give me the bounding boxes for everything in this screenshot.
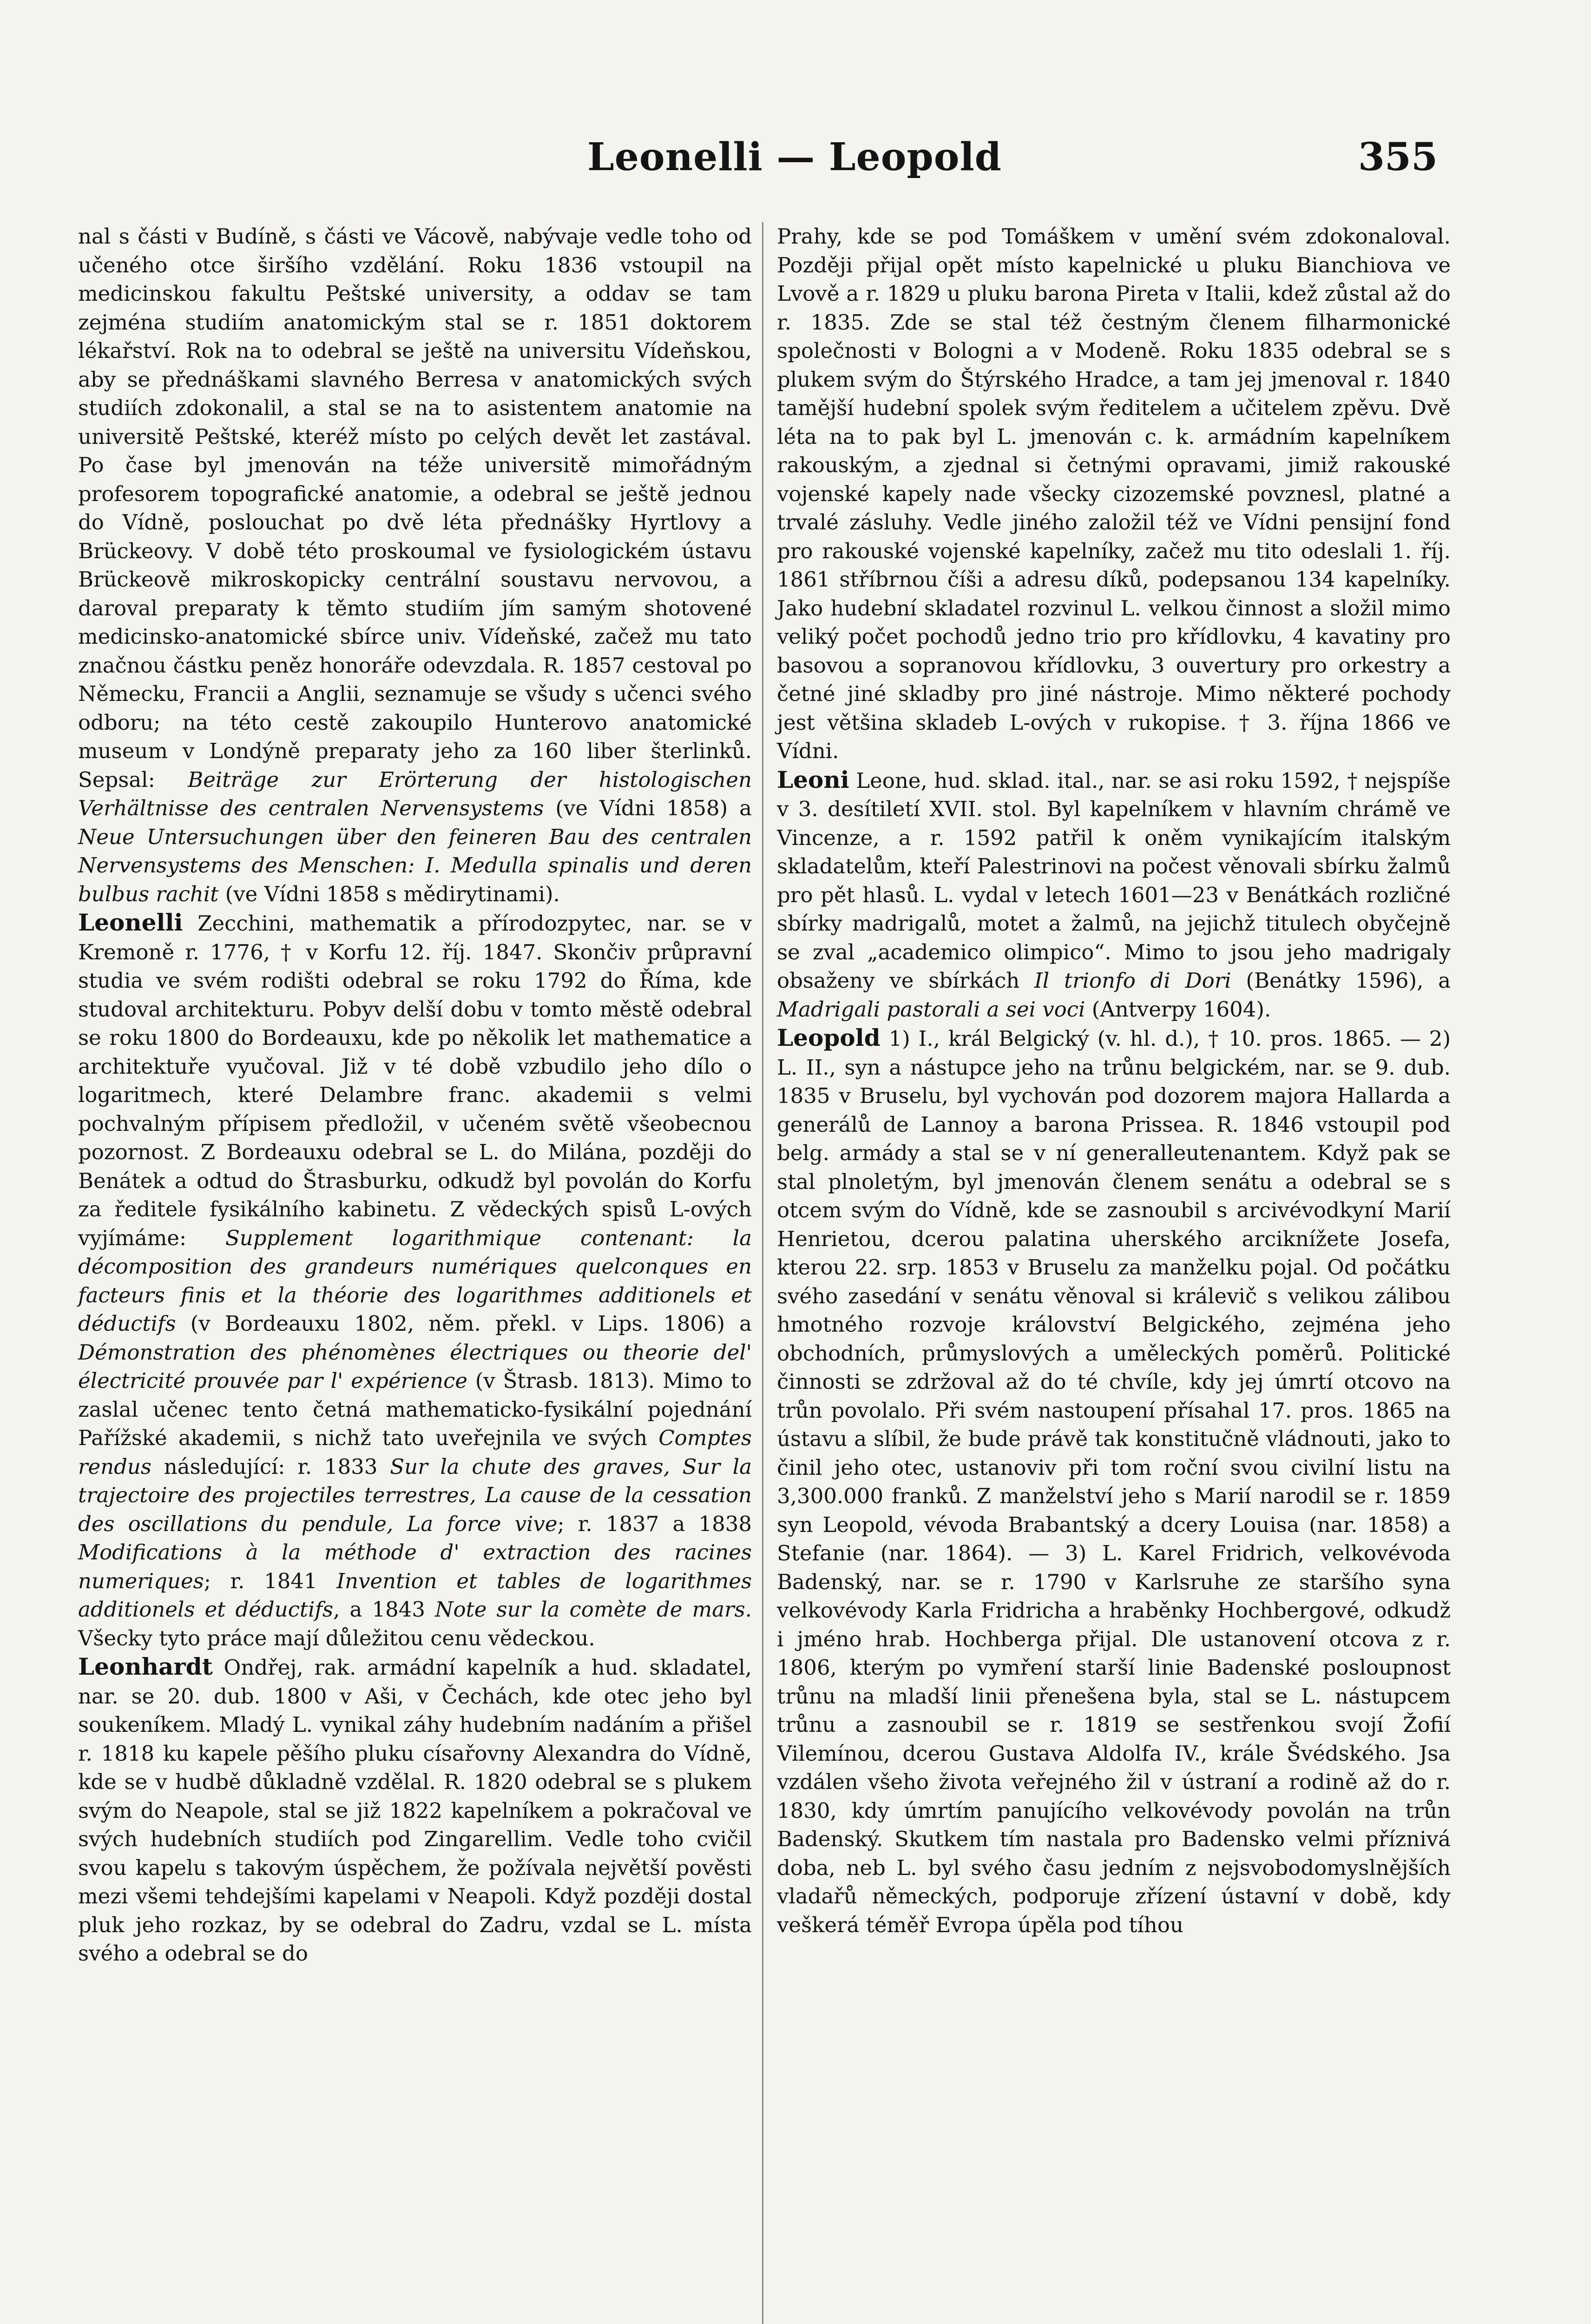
entry-leonhardt: Leonhardt Ondřej, rak. armádní kapelník a hud. skladatel, nar. se 20. dub. 1800 v Aši, v Čechách, kde otec jeho byl soukeníkem. Mladý L. vynikal záhy hudebním nadáním a přišel r. 1818 ku kapele pěšího pluku císařovny Alexandra do Vídně, kde se v hudbě důkladně vzdělal. R. 1820 odebral se s plukem svým do Neapole, stal se již 1822 kapelníkem a pokračoval ve svých hudebních studiích pod Zingarellim. Vedle toho cvičil svou kapelu s takovým úspěchem, že požívala největší pověsti mezi všemi tehdejšími kapelami v Neapoli. Když později dostal pluk jeho rozkaz, by se odebral do Zadru, vzdal se L. místa svého a odebral se do [78, 1653, 752, 1966]
headword-leonhardt: Leonhardt [78, 1653, 213, 1680]
entry-leonhardt-continuation: Prahy, kde se pod Tomáškem v umění svém zdokonaloval. Později přijal opět místo kapelnické u pluku Bianchiova ve Lvově a r. 1829 u pluku barona Pireta v Italii, kdež zůstal až do r. 1835. Zde se stal též čestným členem filharmonické společnosti v Bologni a v Modeně. Roku 1835 odebral se s plukem svým do Štýrského Hradce, a tam jej jmenoval r. 1840 tamější hudební spolek svým ředitelem a učitelem zpěvu. Dvě léta na to pak byl L. jmenován c. k. armádním kapelníkem rakouským, a zjednal si četnými opravami, jimiž rakouské vojenské kapely nade všecky cizozemské povznesl, platné a trvalé zásluhy. Vedle jiného založil též ve Vídni pensijní fond pro rakouské vojenské kapelníky, začež mu tito odeslali 1. říj. 1861 stříbrnou číši a adresu díků, podepsanou 134 kapelníky. Jako hudební skladatel rozvinul L. velkou činnost a složil mimo veliký počet pochodů jedno trio pro křídlovku, 4 kavatiny pro basovou a sopranovou křídlovku, 3 ouvertury pro orkestry a četné jiné skladby pro jiné nástroje. Mimo některé pochody jest většina skladeb L-ových v rukopise. † 3. října 1866 ve Vídni. [777, 224, 1451, 763]
running-head: Leonelli — Leopold [587, 135, 1002, 179]
column-divider [762, 222, 763, 2324]
page-number: 355 [1358, 135, 1438, 179]
entry-leopold: Leopold 1) I., král Belgický (v. hl. d.), † 10. pros. 1865. — 2) L. II., syn a nástupce jeho na trůnu belgickém, nar. se 9. dub. 1835 v Bruselu, byl vychován pod dozorem majora Hallarda a generálů de Lannoy a barona Prissea. R. 1846 vstoupil pod belg. armády a stal se v ní generalleutenantem. Když pak se stal plnoletým, byl jmenován členem senátu a odebral se s otcem svým do Vídně, kde se zasnoubil s arcivévodkyní Marií Henrietou, dcerou palatina uherského arciknížete Josefa, kterou 22. srp. 1853 v Bruselu za manželku pojal. Od počátku svého zasedání v senátu věnoval si králevič s velikou zálibou hmotného rozvoje království Belgického, zejména jeho obchodních, průmyslových a uměleckých poměrů. Politické činnosti se zdržoval až do té chvíle, kdy jej úmrtí otcovo na trůn povolalo. Při svém nastoupení přísahal 17. pros. 1865 na ústavu a slíbil, že bude právě tak konstitučně vládnouti, jako to činil jeho otec, ustanoviv při tom roční svou civilní listu na 3,300.000 franků. Z manželství jeho s Marií narodil se r. 1859 syn Leopold, vévoda Brabantský a dcery Louisa (nar. 1858) a Stefanie (nar. 1864). — 3) L. Karel Fridrich, velkovévoda Badenský, nar. se r. 1790 v Karlsruhe ze staršího syna velkovévody Karla Fridricha a hraběnky Hochbergové, odkudž i jméno hrab. Hochberga přijal. Dle ustanovení otcova z r. 1806, kterým po vymření starší linie Badenské posloupnost trůnu na mladší linii přenešena byla, stal se L. nástupcem trůnu a zasnoubil se r. 1819 se sestřenkou svojí Žofií Vilemínou, dcerou Gustava Aldolfa IV., krále Švédského. Jsa vzdálen všeho života veřejného žil v ústraní a rodině až do r. 1830, kdy úmrtím panujícího velkovévody povolán na trůn Badenský. Skutkem tím nastala pro Badensko velmi příznivá doba, neb L. byl svého času jedním z nejsvobodomyslnějších vladařů německých, podporuje zřízení ústavní v době, kdy veškerá téměř Evropa úpěla pod tíhou [777, 1024, 1451, 1937]
headword-leopold: Leopold [777, 1024, 881, 1051]
headword-leoni: Leoni [777, 766, 849, 793]
entry-leonelli: Leonelli Zecchini, mathematik a přírodozpytec, nar. se v Kremoně r. 1776, † v Korfu 12. říj. 1847. Skončiv průpravní studia ve svém rodišti odebral se roku 1792 do Říma, kde studoval architekturu. Pobyv delší dobu v tomto městě odebral se roku 1800 do Bordeauxu, kde po několik let mathematice a architektuře vyučoval. Již v té době vzbudilo jeho dílo o logaritmech, které Delambre franc. akademii s velmi pochvalným přípisem předložil, v učeném světě všeobecnou pozornost. Z Bordeauxu odebral se L. do Milána, později do Benátek a odtud do Štrasburku, odkudž byl povolán do Korfu za ředitele fysikálního kabinetu. Z vědeckých spisů L-ových vyjímáme: Supplement logarithmique contenant: la décomposition des grandeurs numériques quelconques en facteurs finis et la théorie des logarithmes additionels et déductifs (v Bordeauxu 1802, něm. překl. v Lips. 1806) a Démonstration des phénomènes électriques ou theorie del' électricité prouvée par l' expérience (v Štrasb. 1813). Mimo to zaslal učenec tento četná mathematicko-fysikální pojednání Pařížské akademii, s nichž tato uveřejnila ve svých Comptes rendus následující: r. 1833 Sur la chute des graves, Sur la trajectoire des projectiles terrestres, La cause de la cessation des oscillations du pendule, La force vive; r. 1837 a 1838 Modifications à la méthode d' extraction des racines numeriques; r. 1841 Invention et tables de logarithmes additionels et déductifs, a 1843 Note sur la comète de mars. Všecky tyto práce mají důležitou cenu vědeckou. [78, 909, 752, 1651]
entry-leoni: Leoni Leone, hud. sklad. ital., nar. se asi roku 1592, † nejspíše v 3. desítiletí XVII. stol. Byl kapelníkem v hlavním chrámě ve Vincenze, a r. 1592 patřil k oněm vynikajícím italským skladatelům, kteří Palestrinovi na počest věnovali sbírku žalmů pro pět hlasů. L. vydal v letech 1601—23 v Benátkách rozličné sbírky madrigalů, motet a žalmů, na jejichž titulech obyčejně se zval „academico olimpico“. Mimo to jsou jeho madrigaly obsaženy ve sbírkách Il trionfo di Dori (Benátky 1596), a Madrigali pastorali a sei voci (Antverpy 1604). [777, 766, 1451, 1022]
left-column [78, 222, 752, 1968]
entry-leonhard-continuation: nal s části v Budíně, s části ve Vácově, nabývaje vedle toho od učeného otce širšího vzdělání. Roku 1836 vstoupil na medicinskou fakultu Peštské university, a oddav se tam zejména studiím anatomickým stal se r. 1851 doktorem lékařství. Rok na to odebral se ještě na universitu Vídeňskou, aby se přednáškami slavného Berresa v anatomických svých studiích zdokonalil, a stal se na to asistentem anatomie na universitě Peštské, kteréž místo po celých devět let zastával. Po čase byl jmenován na téže universitě mimořádným profesorem topografické anatomie, a odebral se ještě jednou do Vídně, poslouchat po dvě léta přednášky Hyrtlovy a Brückeovy. V době této proskoumal ve fysiologickém ústavu Brückeově mikroskopicky centrální soustavu nervovou, a daroval preparaty k těmto studiím jím samým shotovené medicinsko-anatomické sbírce univ. Vídeňské, začež mu tato značnou částku peněz honoráře odevzdala. R. 1857 cestoval po Německu, Francii a Anglii, seznamuje se všudy s učenci svého odboru; na této cestě zakoupilo Hunterovo anatomické museum v Londýně preparaty jeho za 160 liber šterlinků. Sepsal: Beiträge zur Erörterung der histologischen Verhältnisse des centralen Nervensystems (ve Vídni 1858) a Neue Untersuchungen über den feineren Bau des centralen Nervensystems des Menschen: I. Medulla spinalis und deren bulbus rachit (ve Vídni 1858 s mědirytinami). [78, 224, 752, 906]
right-column [777, 222, 1451, 1939]
headword-leonelli: Leonelli [78, 909, 183, 936]
